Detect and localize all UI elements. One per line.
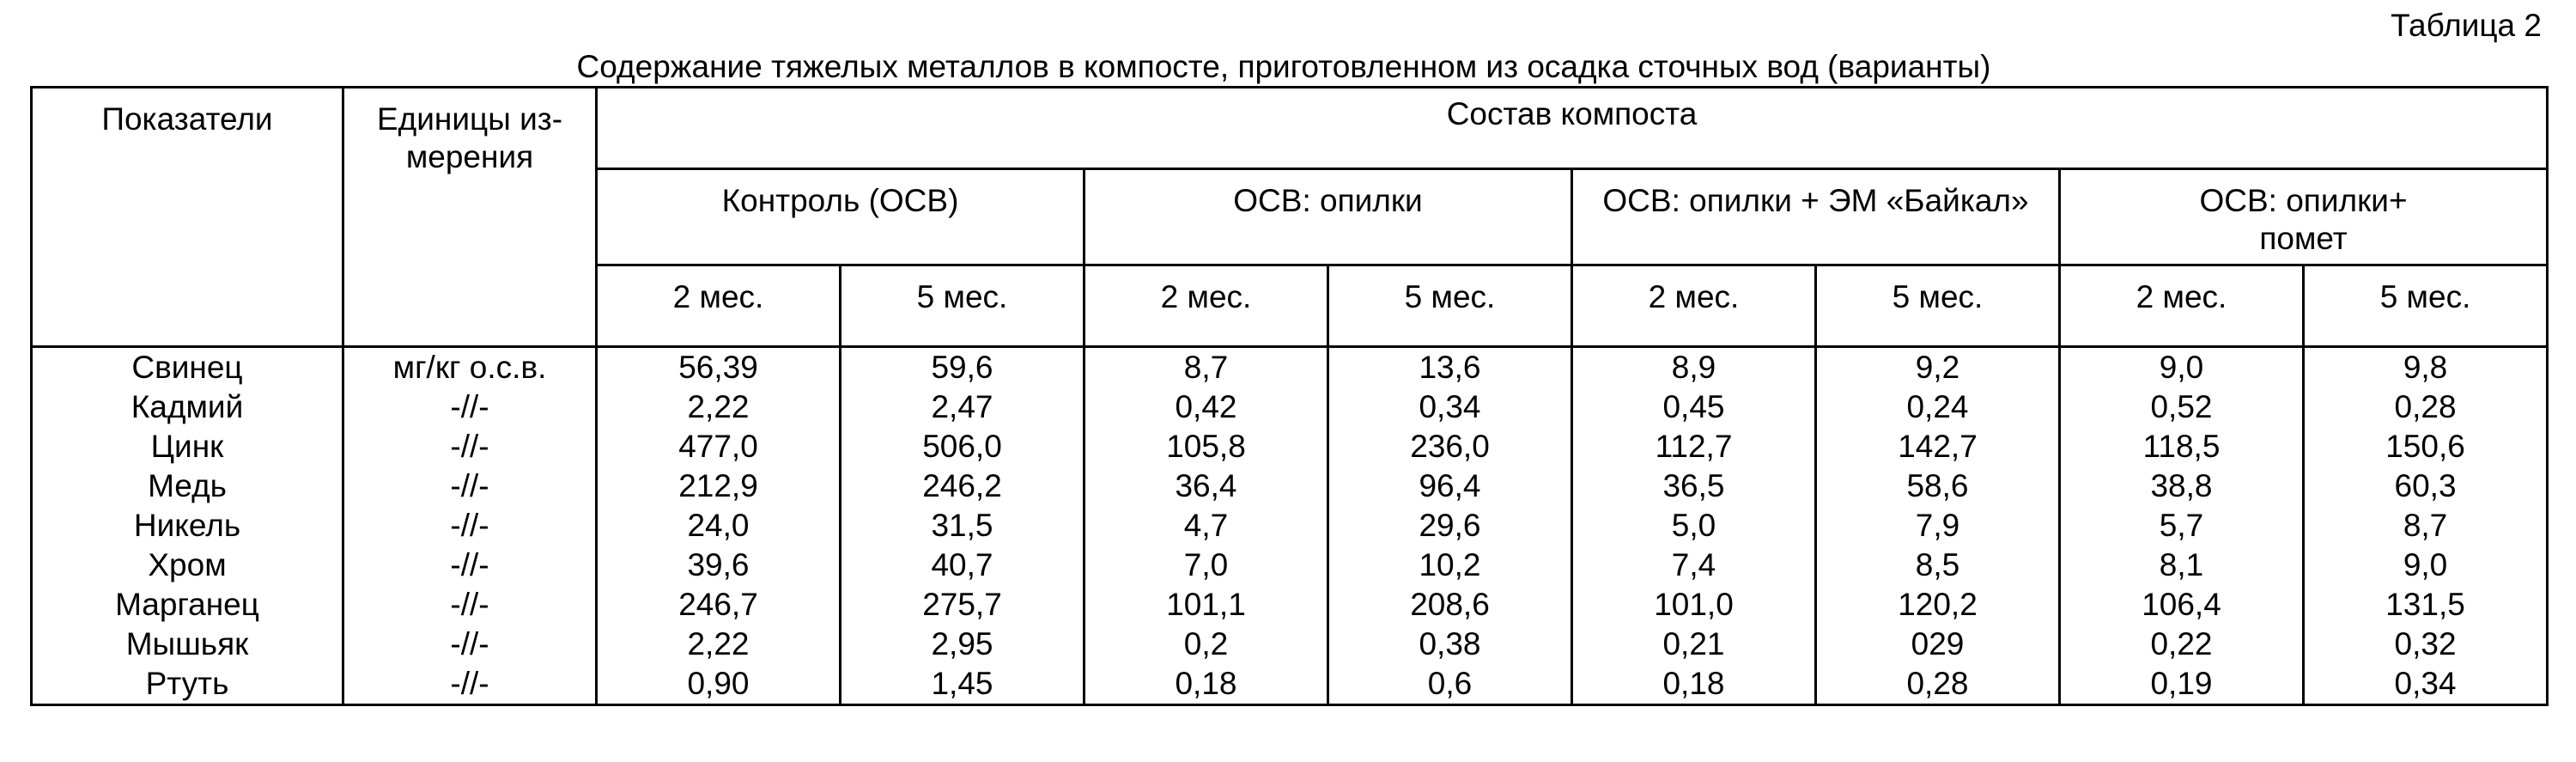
table-cell-value: 39,6 xyxy=(597,546,841,585)
table-cell-value: 9,0 xyxy=(2304,546,2548,585)
table-cell-value: 208,6 xyxy=(1328,585,1572,625)
table-cell-value: 2,22 xyxy=(597,625,841,664)
group-header-line1: ОСВ: опилки+ xyxy=(2199,183,2408,218)
table-cell-value: 0,34 xyxy=(1328,387,1572,427)
table-row xyxy=(32,466,2548,506)
period-header: 2 мес. xyxy=(2060,265,2304,347)
table-cell-value: 7,4 xyxy=(1572,546,1816,585)
table-cell-value: 120,2 xyxy=(1816,585,2060,625)
table-caption: Содержание тяжелых металлов в компосте, приготовленном из осадка сточных вод (варианты) xyxy=(576,49,1991,84)
table-cell-value: 212,9 xyxy=(597,466,841,506)
composition-header: Состав компоста xyxy=(597,88,2548,169)
table-cell-value: 0,38 xyxy=(1328,625,1572,664)
table-cell-value: 8,5 xyxy=(1816,546,2060,585)
table-cell-value: 8,9 xyxy=(1572,347,1816,388)
table-row xyxy=(32,546,2548,585)
table-cell-value: 150,6 xyxy=(2304,427,2548,466)
table-cell-value: 9,8 xyxy=(2304,347,2548,388)
row-unit: -//- xyxy=(343,585,597,625)
group-header-line1: ОСВ: опилки xyxy=(1233,183,1423,218)
group-header-control xyxy=(597,169,1084,265)
table-cell-value: 58,6 xyxy=(1816,466,2060,506)
table-cell-value: 36,4 xyxy=(1084,466,1328,506)
table-cell-value: 105,8 xyxy=(1084,427,1328,466)
table-cell-value: 236,0 xyxy=(1328,427,1572,466)
row-indicator-name: Ртуть xyxy=(32,664,343,705)
row-unit: -//- xyxy=(343,466,597,506)
table-cell-value: 0,6 xyxy=(1328,664,1572,705)
table-cell-value: 96,4 xyxy=(1328,466,1572,506)
table-cell-value: 246,7 xyxy=(597,585,841,625)
table-cell-value: 0,45 xyxy=(1572,387,1816,427)
table-cell-value: 142,7 xyxy=(1816,427,2060,466)
table-cell-value: 101,0 xyxy=(1572,585,1816,625)
group-header-sawdust-manure xyxy=(2060,169,2548,265)
table-cell-value: 112,7 xyxy=(1572,427,1816,466)
table-cell-value: 5,7 xyxy=(2060,506,2304,546)
table-cell-value: 8,7 xyxy=(1084,347,1328,388)
indicators-header: Показатели xyxy=(32,88,343,347)
table-row xyxy=(32,664,2548,705)
table-body xyxy=(32,347,2548,705)
table-row xyxy=(32,347,2548,388)
group-header-line1: ОСВ: опилки + ЭМ «Байкал» xyxy=(1602,183,2029,218)
table-cell-value: 9,2 xyxy=(1816,347,2060,388)
row-unit: -//- xyxy=(343,427,597,466)
table-cell-value: 4,7 xyxy=(1084,506,1328,546)
units-header xyxy=(343,88,597,347)
table-cell-value: 40,7 xyxy=(841,546,1084,585)
table-number-label: Таблица 2 xyxy=(2391,8,2542,43)
table-cell-value: 477,0 xyxy=(597,427,841,466)
heavy-metals-table xyxy=(30,86,2549,706)
table-row xyxy=(32,427,2548,466)
row-indicator-name: Кадмий xyxy=(32,387,343,427)
table-cell-value: 0,22 xyxy=(2060,625,2304,664)
group-header-line2: помет xyxy=(2259,221,2348,256)
table-row xyxy=(32,506,2548,546)
units-header-line2: мерения xyxy=(405,139,534,174)
table-cell-value: 29,6 xyxy=(1328,506,1572,546)
table-cell-value: 0,18 xyxy=(1084,664,1328,705)
table-cell-value: 275,7 xyxy=(841,585,1084,625)
table-cell-value: 56,39 xyxy=(597,347,841,388)
table-cell-value: 2,22 xyxy=(597,387,841,427)
row-indicator-name: Свинец xyxy=(32,347,343,388)
row-unit: -//- xyxy=(343,506,597,546)
table-cell-value: 0,28 xyxy=(1816,664,2060,705)
period-header: 5 мес. xyxy=(841,265,1084,347)
table-cell-value: 506,0 xyxy=(841,427,1084,466)
table-cell-value: 118,5 xyxy=(2060,427,2304,466)
group-header-line1: Контроль (ОСВ) xyxy=(721,183,959,218)
table-cell-value: 2,47 xyxy=(841,387,1084,427)
period-header: 2 мес. xyxy=(1084,265,1328,347)
row-indicator-name: Марганец xyxy=(32,585,343,625)
table-cell-value: 0,34 xyxy=(2304,664,2548,705)
row-indicator-name: Никель xyxy=(32,506,343,546)
row-unit: -//- xyxy=(343,387,597,427)
table-cell-value: 0,2 xyxy=(1084,625,1328,664)
period-header: 5 мес. xyxy=(1328,265,1572,347)
table-cell-value: 24,0 xyxy=(597,506,841,546)
table-cell-value: 0,28 xyxy=(2304,387,2548,427)
table-cell-value: 106,4 xyxy=(2060,585,2304,625)
period-header: 2 мес. xyxy=(1572,265,1816,347)
table-cell-value: 101,1 xyxy=(1084,585,1328,625)
period-header: 5 мес. xyxy=(2304,265,2548,347)
group-header-sawdust xyxy=(1084,169,1572,265)
table-cell-value: 0,18 xyxy=(1572,664,1816,705)
row-unit: мг/кг о.с.в. xyxy=(343,347,597,388)
table-cell-value: 59,6 xyxy=(841,347,1084,388)
table-row xyxy=(32,625,2548,664)
table-cell-value: 1,45 xyxy=(841,664,1084,705)
row-unit: -//- xyxy=(343,546,597,585)
row-indicator-name: Хром xyxy=(32,546,343,585)
table-cell-value: 2,95 xyxy=(841,625,1084,664)
group-header-sawdust-em-baikal xyxy=(1572,169,2060,265)
table-cell-value: 246,2 xyxy=(841,466,1084,506)
table-cell-value: 8,7 xyxy=(2304,506,2548,546)
period-header: 5 мес. xyxy=(1816,265,2060,347)
table-row xyxy=(32,387,2548,427)
table-cell-value: 5,0 xyxy=(1572,506,1816,546)
table-cell-value: 0,52 xyxy=(2060,387,2304,427)
table-cell-value: 029 xyxy=(1816,625,2060,664)
table-cell-value: 0,24 xyxy=(1816,387,2060,427)
table-cell-value: 13,6 xyxy=(1328,347,1572,388)
table-cell-value: 31,5 xyxy=(841,506,1084,546)
table-cell-value: 7,0 xyxy=(1084,546,1328,585)
row-indicator-name: Мышьяк xyxy=(32,625,343,664)
table-cell-value: 60,3 xyxy=(2304,466,2548,506)
table-row xyxy=(32,585,2548,625)
table-cell-value: 9,0 xyxy=(2060,347,2304,388)
row-unit: -//- xyxy=(343,664,597,705)
table-cell-value: 38,8 xyxy=(2060,466,2304,506)
period-header: 2 мес. xyxy=(597,265,841,347)
table-cell-value: 0,42 xyxy=(1084,387,1328,427)
row-indicator-name: Медь xyxy=(32,466,343,506)
table-cell-value: 0,19 xyxy=(2060,664,2304,705)
row-indicator-name: Цинк xyxy=(32,427,343,466)
table-cell-value: 10,2 xyxy=(1328,546,1572,585)
table-cell-value: 36,5 xyxy=(1572,466,1816,506)
row-unit: -//- xyxy=(343,625,597,664)
table-cell-value: 8,1 xyxy=(2060,546,2304,585)
table-cell-value: 0,32 xyxy=(2304,625,2548,664)
table-cell-value: 0,21 xyxy=(1572,625,1816,664)
table-cell-value: 0,90 xyxy=(597,664,841,705)
table-header xyxy=(32,88,2548,347)
table-cell-value: 131,5 xyxy=(2304,585,2548,625)
units-header-line1: Единицы из- xyxy=(376,101,563,137)
table-cell-value: 7,9 xyxy=(1816,506,2060,546)
